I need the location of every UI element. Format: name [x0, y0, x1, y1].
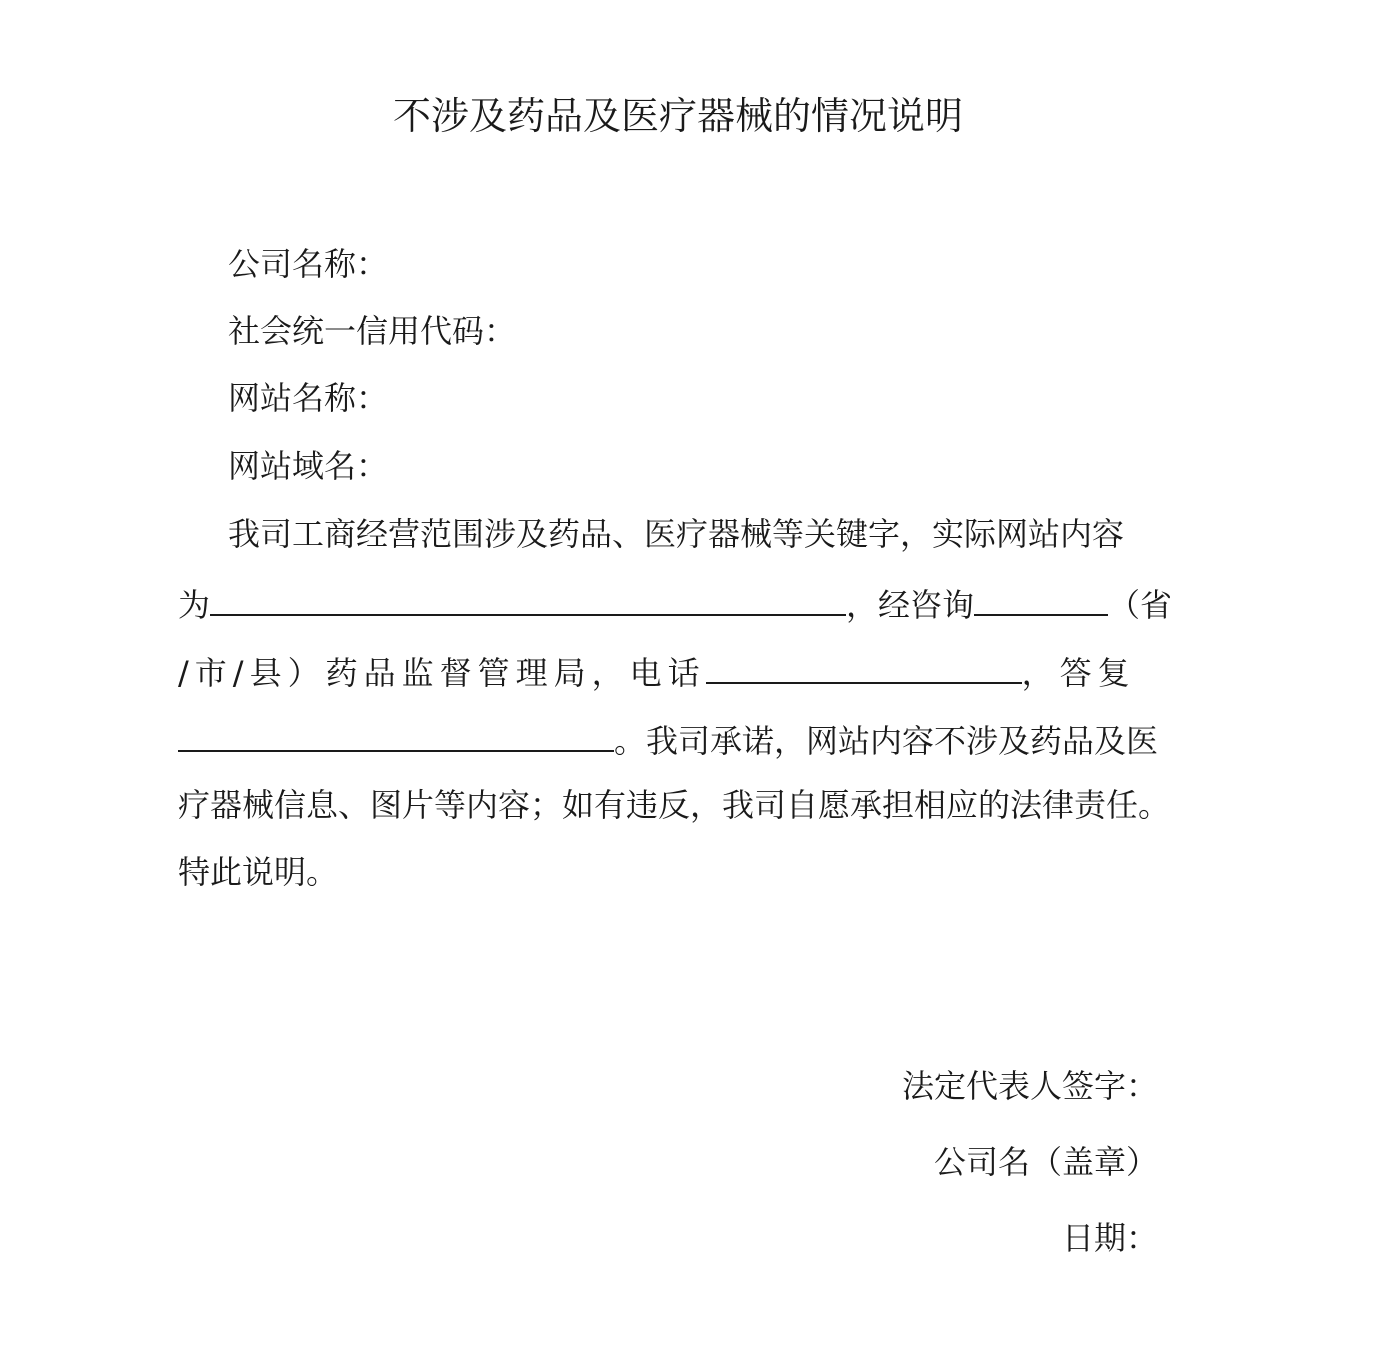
legal-representative-signature: 法定代表人签字： — [901, 1067, 1158, 1105]
signature-date: 日期： — [1061, 1219, 1158, 1257]
field-website-domain: 网站域名： — [228, 447, 389, 485]
body-line-4 — [178, 716, 1158, 763]
body-line-5: 疗器械信息、图片等内容；如有违反，我司自愿承担相应的法律责任。 — [178, 786, 1171, 824]
body-line-2 — [178, 580, 1172, 627]
body-line-1: 我司工商经营范围涉及药品、医疗器械等关键字，实际网站内容 — [228, 515, 1125, 553]
phone-blank — [706, 648, 1022, 684]
body-line-2-suffix: （省 — [1108, 586, 1173, 624]
body-line-3-suffix: ，答复 — [1021, 654, 1136, 692]
field-company-name: 公司名称： — [228, 245, 389, 283]
body-line-6: 特此说明。 — [178, 853, 339, 891]
company-seal: 公司名（盖章） — [933, 1143, 1158, 1181]
body-line-2-mid: ，经咨询 — [846, 586, 975, 624]
document-title: 不涉及药品及医疗器械的情况说明 — [392, 94, 963, 138]
body-line-4-text: 。我司承诺，网站内容不涉及药品及医 — [614, 722, 1159, 760]
region-blank — [974, 580, 1108, 616]
website-content-blank — [210, 580, 846, 616]
field-website-name: 网站名称： — [228, 379, 389, 417]
body-line-3-prefix: /市/县）药品监督管理局，电话 — [178, 654, 706, 692]
body-line-3 — [178, 648, 1136, 695]
reply-blank — [178, 716, 614, 752]
field-credit-code: 社会统一信用代码： — [228, 312, 517, 350]
body-line-2-prefix: 为 — [178, 586, 211, 624]
